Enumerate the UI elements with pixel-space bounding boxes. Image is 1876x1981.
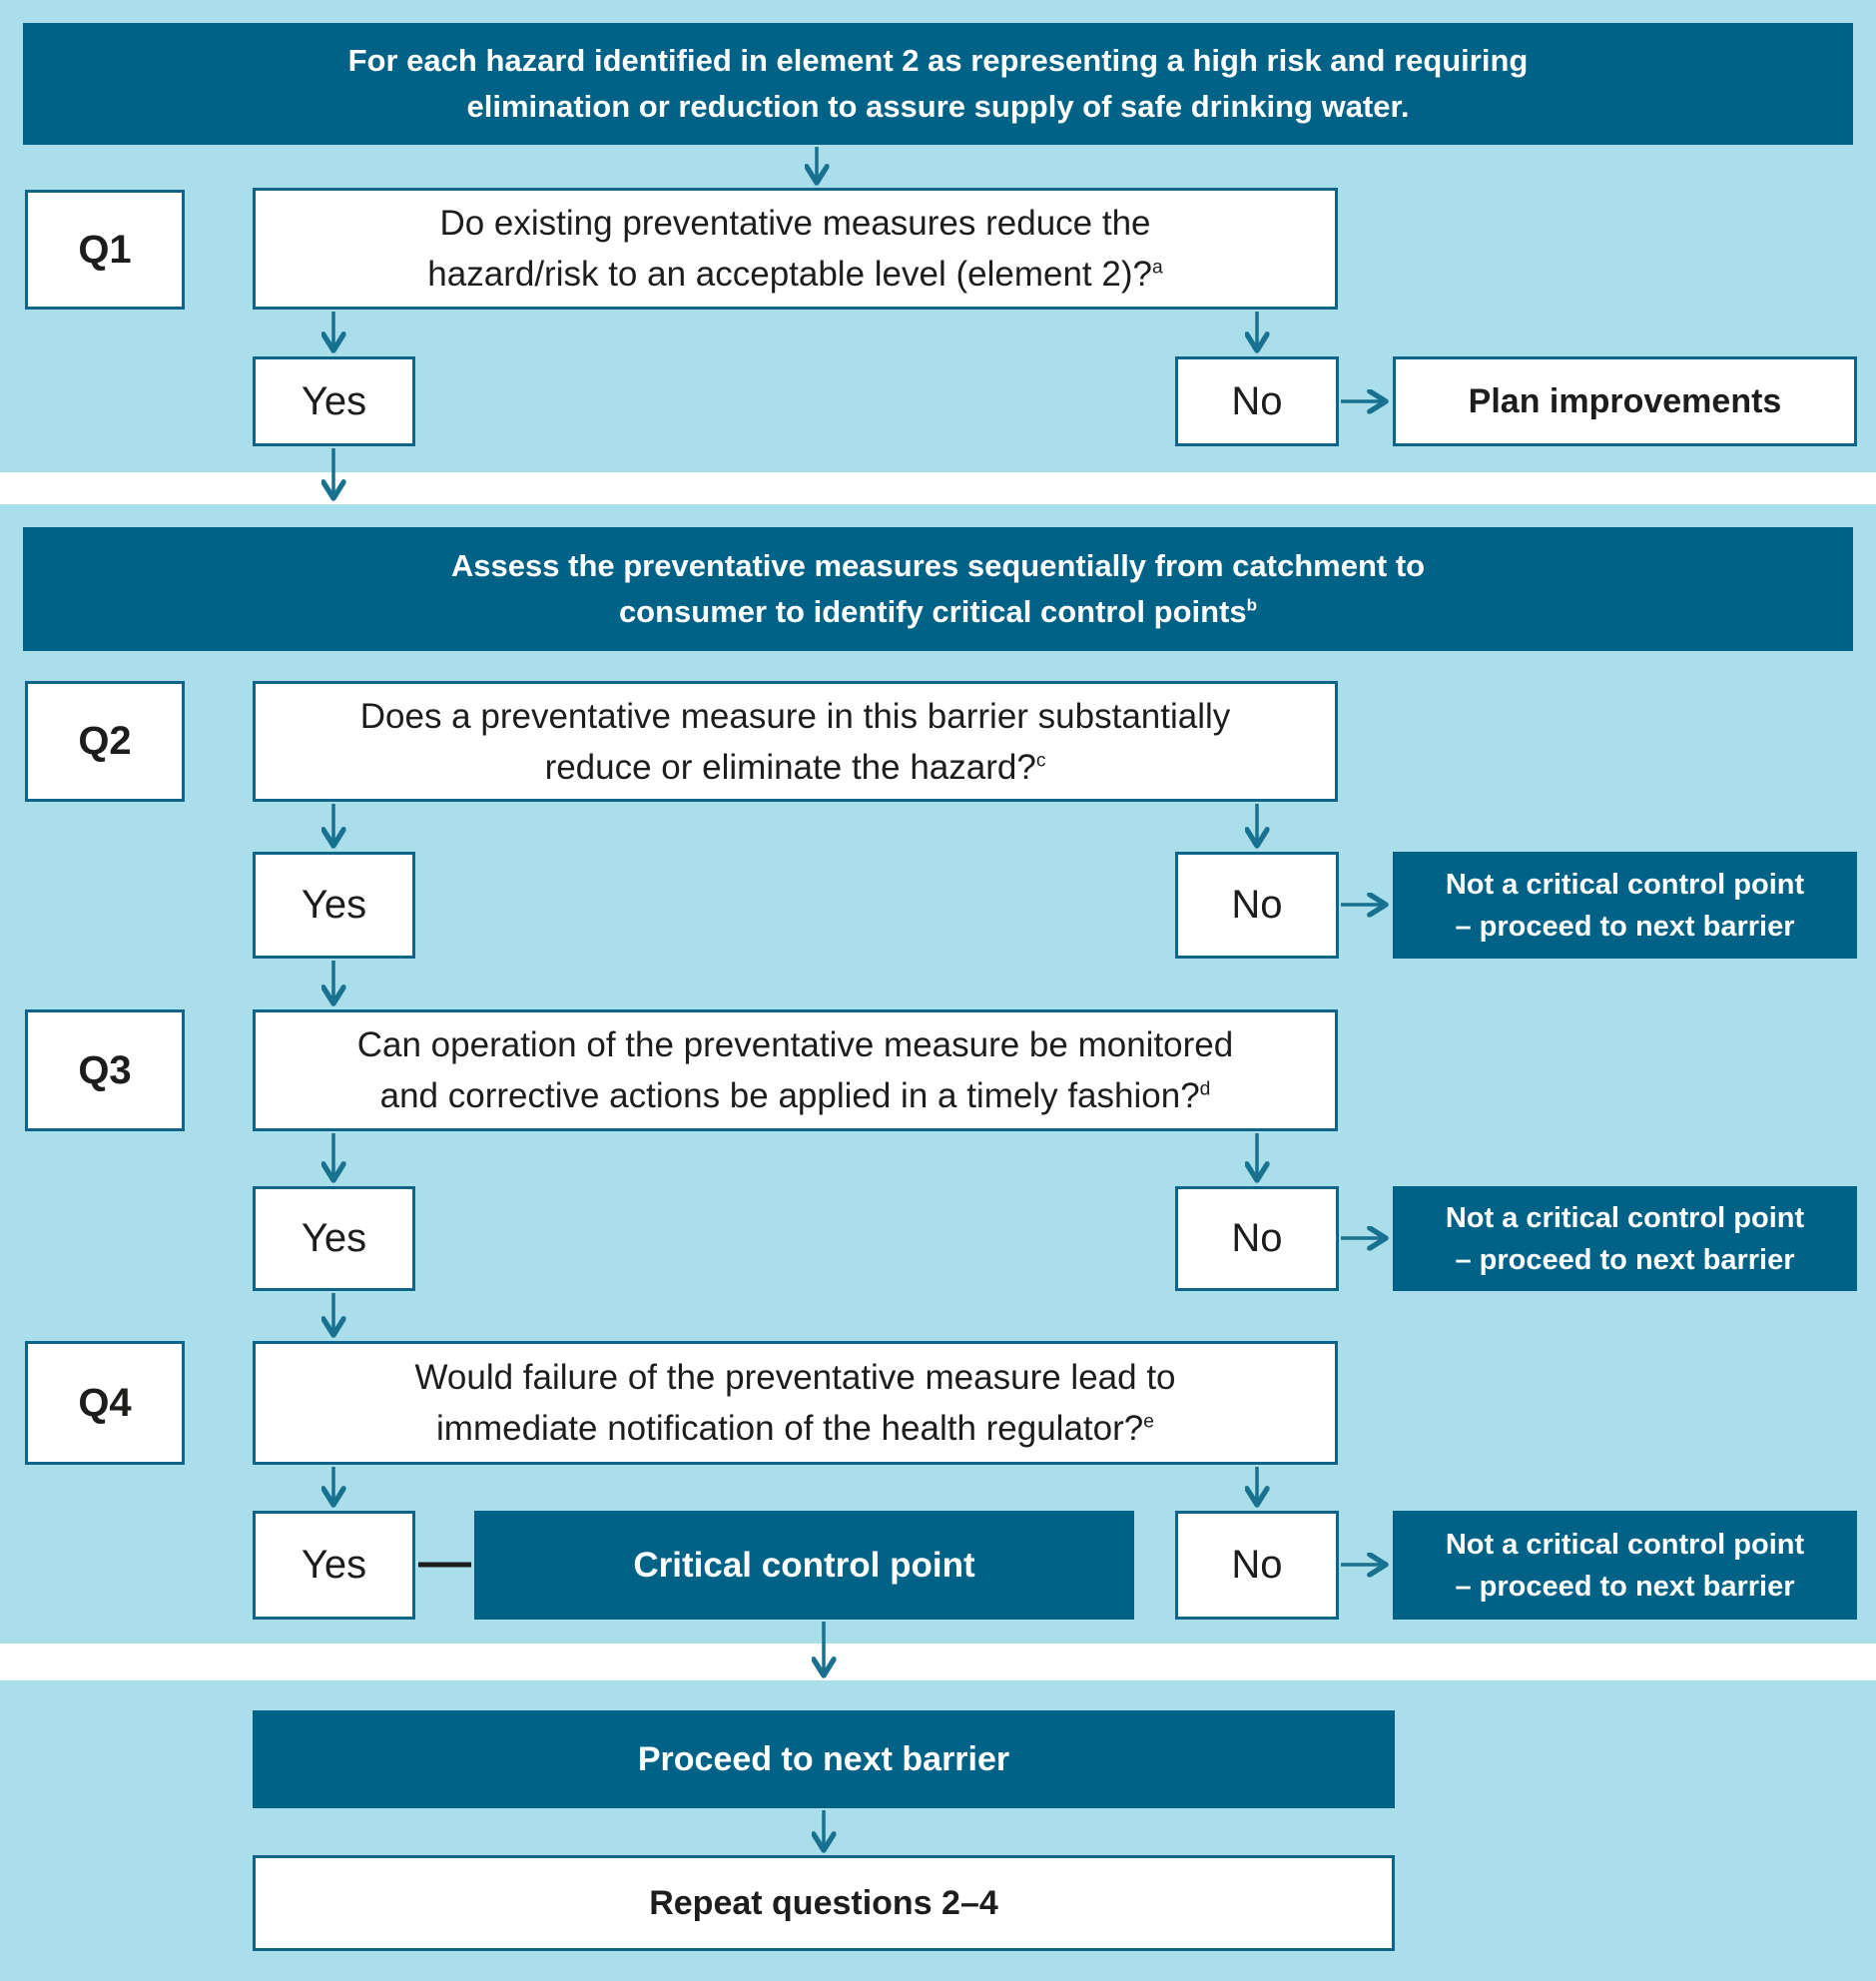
q2-label-box xyxy=(25,681,185,802)
q4-not-ccp-line1: Not a critical control point xyxy=(1445,1528,1805,1561)
q4-question-line2-text: immediate notification of the health regulator? xyxy=(436,1409,1144,1448)
proceed-to-next-barrier-box xyxy=(253,1710,1395,1808)
q2-question-box xyxy=(253,681,1338,802)
banner-top-line2: elimination or reduction to assure supply of safe drinking water. xyxy=(466,89,1410,124)
banner-assess-line1: Assess the preventative measures sequentially from catchment to xyxy=(450,548,1426,583)
section-divider-2 xyxy=(0,1644,1876,1680)
q4-label: Q4 xyxy=(78,1380,132,1425)
q2-not-ccp-line2: – proceed to next barrier xyxy=(1455,910,1795,943)
q2-no-label: No xyxy=(1231,883,1283,927)
q3-label: Q3 xyxy=(78,1047,132,1092)
q3-question-line2-text: and corrective actions be applied in a timely fashion? xyxy=(379,1076,1200,1115)
banner-top-line1: For each hazard identified in element 2 as representing a high risk and requiring xyxy=(347,43,1529,78)
plan-improvements-label: Plan improvements xyxy=(1468,381,1782,420)
q3-question-box xyxy=(253,1009,1338,1131)
footnote-d: d xyxy=(1199,1078,1211,1100)
q3-not-ccp-box xyxy=(1393,1186,1857,1291)
q2-question-line2-text: reduce or eliminate the hazard? xyxy=(544,747,1036,787)
repeat-questions-label: Repeat questions 2–4 xyxy=(649,1883,998,1922)
q1-no-label: No xyxy=(1231,378,1283,423)
q3-no-box xyxy=(1175,1186,1339,1291)
q2-yes-label: Yes xyxy=(301,883,367,927)
q3-question-line2 xyxy=(380,1070,1211,1121)
q2-yes-box xyxy=(253,852,415,959)
banner-top xyxy=(23,23,1853,145)
footnote-a: a xyxy=(1151,257,1163,279)
footnote-b: b xyxy=(1246,595,1258,615)
q1-question-line2 xyxy=(427,249,1162,300)
q3-label-box xyxy=(25,1009,185,1131)
q2-question-line2 xyxy=(545,742,1046,793)
q1-yes-label: Yes xyxy=(301,378,367,423)
q1-label: Q1 xyxy=(78,227,132,272)
q4-no-box xyxy=(1175,1511,1339,1620)
banner-assess xyxy=(23,527,1853,651)
q4-question-box xyxy=(253,1341,1338,1465)
proceed-to-next-barrier-label: Proceed to next barrier xyxy=(637,1739,1010,1778)
q1-question-box xyxy=(253,188,1338,310)
q4-question-line2 xyxy=(436,1403,1154,1454)
plan-improvements-box xyxy=(1393,356,1857,446)
footnote-e: e xyxy=(1143,1411,1154,1433)
q3-question-line1: Can operation of the preventative measure be monitored xyxy=(356,1025,1234,1064)
q2-label: Q2 xyxy=(78,719,132,763)
banner-assess-line2-text: consumer to identify critical control points xyxy=(618,594,1247,629)
q3-yes-label: Yes xyxy=(301,1216,367,1260)
q2-not-ccp-line1: Not a critical control point xyxy=(1445,868,1805,901)
q1-yes-box xyxy=(253,356,415,446)
q3-not-ccp-line2: – proceed to next barrier xyxy=(1455,1243,1795,1276)
q1-question-line2-text: hazard/risk to an acceptable level (element 2)? xyxy=(427,255,1152,294)
q4-not-ccp-line2: – proceed to next barrier xyxy=(1455,1570,1795,1603)
section-divider-1 xyxy=(0,472,1876,504)
q4-no-label: No xyxy=(1231,1543,1283,1587)
critical-control-point-box xyxy=(474,1511,1134,1620)
q3-no-label: No xyxy=(1231,1216,1283,1260)
footnote-c: c xyxy=(1035,749,1046,771)
q2-not-ccp-box xyxy=(1393,852,1857,959)
q2-question-line1: Does a preventative measure in this barrier substantially xyxy=(359,696,1231,736)
repeat-questions-box xyxy=(253,1855,1395,1951)
q1-label-box xyxy=(25,190,185,310)
q4-yes-label: Yes xyxy=(301,1543,367,1587)
q4-not-ccp-box xyxy=(1393,1511,1857,1620)
banner-assess-line2 xyxy=(619,589,1257,635)
q3-not-ccp-line1: Not a critical control point xyxy=(1445,1201,1805,1234)
q3-yes-box xyxy=(253,1186,415,1291)
q2-no-box xyxy=(1175,852,1339,959)
critical-control-point-label: Critical control point xyxy=(633,1545,975,1585)
q1-question-line1: Do existing preventative measures reduce the xyxy=(439,204,1151,243)
q4-label-box xyxy=(25,1341,185,1465)
q1-no-box xyxy=(1175,356,1339,446)
q4-yes-box xyxy=(253,1511,415,1620)
q4-question-line1: Would failure of the preventative measure lead to xyxy=(414,1358,1176,1397)
